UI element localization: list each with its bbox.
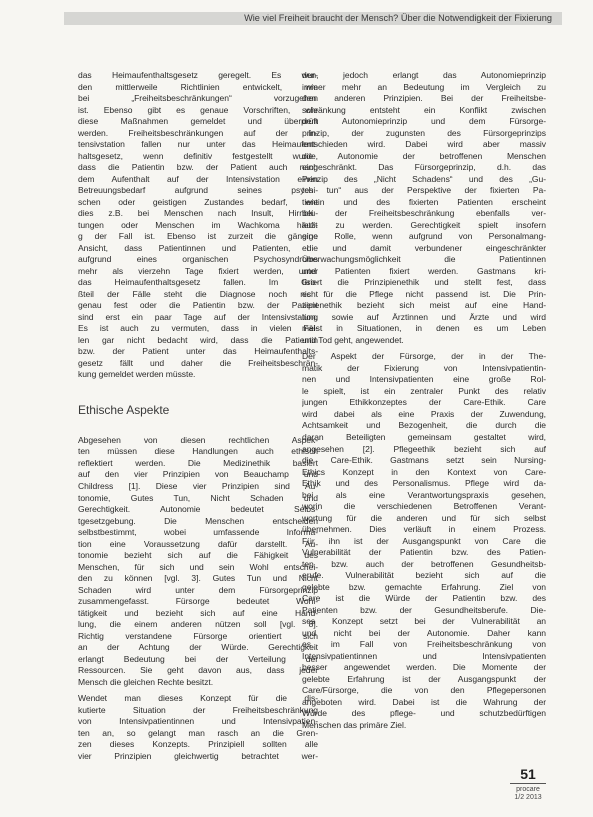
text-line: dass die Patientin bzw. der Patient auch nach [78, 162, 318, 173]
text-line: g der Fall ist. Ebenso ist zurzeit die gängige [78, 231, 318, 242]
text-line: tensivstation fallen nur unter das Heimaufent- [78, 139, 318, 150]
text-line: Menschen, für sich und sein Wohl entschei- [78, 561, 318, 572]
text-line: Richtig verstandene Fürsorge orientiert sich [78, 630, 318, 641]
text-line: Menschen das primäre Ziel. [302, 719, 407, 730]
text-line: Gerechtigkeit. Autonomie bedeutet Selbs- [78, 504, 318, 515]
paragraph [78, 693, 318, 762]
text-line: schränkung entsteht ein Konflikt zwischen [302, 104, 546, 115]
text-line: die Care-Ethik. Gastmans setzt sein Nursing- [302, 455, 546, 466]
text-line: angeboten wird. Dabei ist die Wahrung der [302, 696, 546, 707]
text-line: le spielt, ist ein zentraler Punkt des relativ [302, 385, 546, 396]
text-line: letzt zu werden. Gerechtigkeit spielt insofern [302, 219, 546, 230]
text-line: ten müssen diese Handlungen auch ethisch [78, 446, 318, 457]
text-line: angesehen [2]. Pflegeethik bezieht sich auf [302, 443, 546, 454]
journal-name: procare [516, 786, 540, 793]
footer-divider [510, 783, 546, 784]
text-line: Care ist die Würde der Patientin bzw. des [302, 593, 546, 604]
text-line: Es ist auch zu vermuten, dass in vielen Fäl- [78, 323, 318, 334]
text-line: eine Rolle, wenn aufgrund von Personalmang- [302, 231, 546, 242]
text-line: tonomie bezieht sich auf die Fähigkeit des [78, 550, 318, 561]
text-line: bzw. der Patient unter das Heimaufenthalts- [78, 346, 318, 357]
text-line: daran Beteiligten gemeinsam gestaltet wird, [302, 431, 546, 442]
right-column [302, 70, 546, 731]
text-line: ßteil der Fälle steht die Diagnose noch nicht [78, 288, 318, 299]
text-line: diese Maßnahmen gemeldet und überprüft [78, 116, 318, 127]
text-line: lung, die einem anderen nützen soll [vgl. 8]. [78, 619, 318, 630]
text-line: tätigkeit und bezieht sich auf eine Hand- [78, 607, 318, 618]
text-line: Intensivpatientinnen und Intensivpatienten [302, 650, 546, 661]
text-line: ten an, so gelangt man rasch an die Gren- [78, 727, 318, 738]
text-line: tion eine Voraussetzung dafür darstellt. Au- [78, 538, 318, 549]
text-line: und Tod geht, angewendet. [302, 334, 404, 345]
text-line: Wendet man dieses Konzept für die dis- [78, 693, 318, 704]
text-line: den anderen Prinzipien. Bei der Freiheitsbe- [302, 93, 546, 104]
text-line: an der Achtung der Würde. Gerechtigkeit [78, 642, 318, 653]
text-line: gelebte Erfahrung ist der Ausgangspunkt der [302, 673, 546, 684]
text-line: tientin und des fixierten Patienten erscheint [302, 196, 546, 207]
text-line: entschieden wird. Dabei wird aber massiv [302, 139, 546, 150]
text-line: Achtsamkeit und Bezogenheit, die durch die [302, 420, 546, 431]
text-line: immer mehr an Bedeutung im Vergleich zu [302, 81, 546, 92]
text-line: aufgrund eines organischen Psychosyndroms [78, 254, 318, 265]
text-line: Childress [1]. Diese vier Prinzipien sind Au- [78, 480, 318, 491]
text-line: matik der Fixierung von Intensivpatientin- [302, 362, 546, 373]
text-line: sind erst ein paar Tage auf der Intensivstation. [78, 311, 318, 322]
text-line: Überwachungsmöglichkeit die Patientinnen [302, 254, 546, 265]
text-line: gelebte bzw. gemachte Erfahrung. Ziel von [302, 581, 546, 592]
text-line: besser angewendet werden. Die Momente der [302, 662, 546, 673]
text-line: von Intensivpatientinnen und Intensivpatien- [78, 716, 318, 727]
text-line: bei „Freiheitsbeschränkungen“ vorzugehen [78, 93, 318, 104]
text-line: Mensch die gleichen Rechte besitzt. [78, 676, 214, 687]
text-line: es für die Pflege nicht passend ist. Die Prin- [302, 288, 546, 299]
text-line: es im Fall von Freiheitsbeschränkung von [302, 639, 546, 650]
text-line: mehr als vierzehn Tage fixiert werden, unter [78, 265, 318, 276]
text-line: den zu können [vgl. 3]. Gutes Tun und Nicht [78, 573, 318, 584]
page-footer [508, 767, 548, 802]
text-line: zen dieses Konzepts. Prinzipiell sollten alle [78, 739, 318, 750]
text-line: vier Prinzipien gleichwertig betrachtet wer- [78, 750, 318, 761]
text-line: werden. Freiheitsbeschränkungen auf der In- [78, 127, 318, 138]
text-line: und nicht bei der Autonomie. Daher kann [302, 627, 546, 638]
text-line: meist in Situationen, in denen es um Leben [302, 323, 546, 334]
text-line: prinzip, der zugunsten des Fürsorgeprinzips [302, 127, 546, 138]
text-line: Würde des pflege- und schutzbedürftigen [302, 708, 546, 719]
text-line: bei als eine Verantwortungspraxis gesehen, [302, 489, 546, 500]
text-line: Für ihn ist der Ausgangspunkt von Care die [302, 535, 546, 546]
text-line: len gar nicht bedacht wird, dass die Patientin [78, 334, 318, 345]
text-line: zipienethik bezieht sich meist auf eine Hand- [302, 300, 546, 311]
text-line: kutierte Situation der Freiheitsbeschränkung [78, 704, 318, 715]
paragraph [78, 70, 318, 381]
text-line: das Heimaufenthaltsgesetz fallen. Im Gro- [78, 277, 318, 288]
text-line: Abgesehen von diesen rechtlichen Aspek- [78, 434, 318, 445]
text-line: erlangt Bedeutung bei der Verteilung der [78, 653, 318, 664]
text-line: wird dabei als eine Praxis der Zuwendung, [302, 408, 546, 419]
text-line: tes tun“ aus der Perspektive der fixierten Pa- [302, 185, 546, 196]
text-line: dem Aufenthalt auf der Intensivstation einen [78, 173, 318, 184]
text-line: worin die verschiedenen Betroffenen Verant- [302, 501, 546, 512]
running-header [64, 12, 562, 25]
text-line: die Autonomie der betroffenen Menschen [302, 150, 546, 161]
text-line: gesetz fällt und daher die Freiheitsbeschrän- [78, 357, 318, 368]
text-line: dem Autonomieprinzip und dem Fürsorge- [302, 116, 546, 127]
text-line: genau fest oder die Patientin bzw. der Patient [78, 300, 318, 311]
text-line: lung sowie auf Ärztinnen und Ärzte und wird [302, 311, 546, 322]
text-line: den, jedoch erlangt das Autonomieprinzip [302, 70, 546, 80]
text-line: Der Aspekt der Fürsorge, der in der The- [302, 351, 546, 362]
text-line: wortung für die anderen und für sich selbst [302, 512, 546, 523]
text-line: erufe. Vulnerabilität bezieht sich auf die [302, 570, 546, 581]
text-line: Patienten bzw. der Gesundheitsberufe. Die- [302, 604, 546, 615]
text-line: Ressourcen. Sie geht davon aus, dass jeder [78, 665, 318, 676]
text-line: reflektiert werden. Die Medizinethik basiert [78, 457, 318, 468]
text-line: eingeschränkt. Das Fürsorgeprinzip, d.h. das [302, 162, 546, 173]
text-line: nen und Intensivpatienten eine große Rol- [302, 374, 546, 385]
text-line: Schaden wird unter dem Fürsorgeprinzip [78, 584, 318, 595]
text-line: tonomie, Gutes Tun, Nicht Schaden und [78, 492, 318, 503]
text-line: Ethics Konzept in den Kontext von Care- [302, 466, 546, 477]
text-line: bei der Freiheitsbeschränkung ebenfalls ver- [302, 208, 546, 219]
text-line: das Heimaufenthaltsgesetz geregelt. Es wur- [78, 70, 318, 80]
text-line: selbstbestimmt, wobei umfassende Informa- [78, 527, 318, 538]
text-line: auf den vier Prinzipien von Beauchamp und [78, 469, 318, 480]
text-line: und Patienten fixiert werden. Gastmans kri- [302, 265, 546, 276]
page-number: 51 [520, 766, 536, 782]
journal-issue: 1/2 2013 [514, 794, 542, 801]
text-line: el und damit verbundener eingeschränkter [302, 242, 546, 253]
text-line: Vulnerabilität der Patientin bzw. des Patien- [302, 547, 546, 558]
text-line: ist. Ebenso gibt es genaue Vorschriften, wie [78, 104, 318, 115]
text-line: zusammengefasst. Fürsorge bedeutet Wohl- [78, 596, 318, 607]
text-line: haltsgesetz, wenn definitiv festgestellt wurde, [78, 150, 318, 161]
text-line: Care/Fürsorge, die von den Pflegepersonen [302, 685, 546, 696]
text-line: jungen Ethikkonzeptes der Care-Ethik. Care [302, 397, 546, 408]
section-heading: Ethische Aspekte [78, 402, 170, 417]
text-line: Ansicht, dass Patientinnen und Patienten, die [78, 242, 318, 253]
left-column [78, 70, 318, 762]
paragraph [302, 351, 546, 731]
paragraph [78, 435, 318, 688]
running-title: Wie viel Freiheit braucht der Mensch? Über die Notwendigkeit der Fixierung [244, 13, 552, 23]
text-line: den mittlerweile Richtlinien entwickelt, wie [78, 81, 318, 92]
text-line: ses Konzept setzt bei der Vulnerabilität an [302, 616, 546, 627]
text-line: schen oder geistigen Zustandes bedarf, wie [78, 196, 318, 207]
text-line: tgesetzgebung. Die Menschen entscheiden [78, 515, 318, 526]
text-line: kung gemeldet werden müsste. [78, 369, 196, 380]
text-line: tungen oder Menschen im Wachkoma häufi- [78, 219, 318, 230]
text-line: tisiert die Prinzipienethik und stellt fest, dass [302, 277, 546, 288]
text-line: Prinzip des „Nicht Schadens“ und des „Gu- [302, 173, 546, 184]
paragraph [302, 70, 546, 346]
text-line: Betreuungsbedarf aufgrund seines psychi- [78, 185, 318, 196]
text-line: ten bzw. auch der betroffenen Gesundheitsb- [302, 558, 546, 569]
text-line: übernehmen. Dies verläuft in einem Prozess. [302, 524, 546, 535]
text-line: dies z.B. bei Menschen nach Insult, Hirnblu- [78, 208, 318, 219]
text-line: Ethik und des Personalismus. Pflege wird da- [302, 478, 546, 489]
